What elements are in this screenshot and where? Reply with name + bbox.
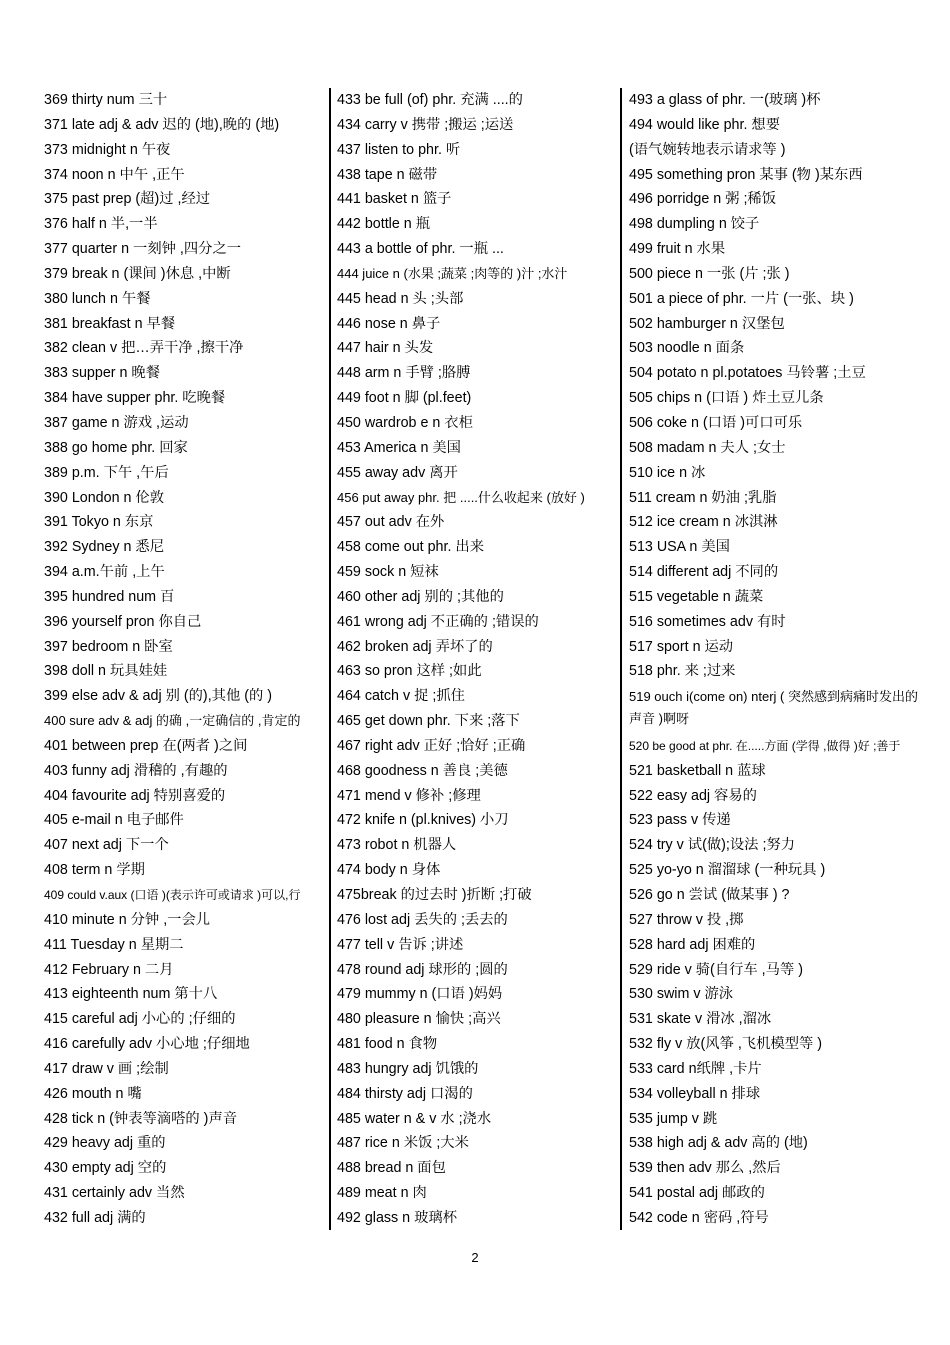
vocab-entry: 457 out adv 在外 [337,514,445,531]
vocab-entry: 413 eighteenth num 第十八 [44,986,218,1003]
vocab-entry: 476 lost adj 丢失的 ;丢去的 [337,911,508,928]
vocab-entry: 498 dumpling n 饺子 [629,216,760,233]
vocab-entry: 377 quarter n 一刻钟 ,四分之一 [44,241,242,258]
vocab-entry: 483 hungry adj 饥饿的 [337,1060,479,1077]
vocab-entry: 493 a glass of phr. 一(玻璃 )杯 [629,92,821,108]
vocab-entry: 510 ice n 冰 [629,464,706,481]
vocab-entry: 433 be full (of) phr. 充满 ....的 [337,92,523,108]
vocab-entry: 521 basketball n 蓝球 [629,762,766,779]
vocab-entry: 449 foot n 脚 (pl.feet) [337,390,472,407]
vocab-entry: 412 February n 二月 [44,961,174,978]
vocab-entry: 503 noodle n 面条 [629,340,745,357]
vocab-entry: 398 doll n 玩具娃娃 [44,663,168,680]
vocab-entry: 444 juice n (水果 ;蔬菜 ;肉等的 )汁 ;水汁 [337,265,568,281]
vocab-entry: 526 go n 尝试 (做某事 ) ? [629,887,790,903]
vocab-entry: 530 swim v 游泳 [629,986,734,1003]
vocab-entry: 459 sock n 短袜 [337,564,439,581]
vocab-entry: 531 skate v 滑冰 ,溜冰 [629,1011,772,1028]
vocab-entry: 500 piece n 一张 (片 ;张 ) [629,265,790,282]
vocab-entry: 432 full adj 满的 [44,1209,146,1226]
vocab-entry: 400 sure adv & adj 的确 ,一定确信的 ,肯定的 [44,713,301,729]
vocab-entry: 399 else adv & adj 别 (的),其他 (的 ) [44,688,273,705]
vocab-entry: 447 hair n 头发 [337,340,434,357]
vocab-entry: 453 America n 美国 [337,439,461,456]
vocab-entry: 383 supper n 晚餐 [44,365,161,382]
vocab-entry: 496 porridge n 粥 ;稀饭 [629,191,777,208]
vocab-entry: 522 easy adj 容易的 [629,787,757,804]
vocab-entry: 472 knife n (pl.knives) 小刀 [337,812,509,829]
vocab-entry: 508 madam n 夫人 ;女士 [629,439,786,456]
vocab-entry: 380 lunch n 午餐 [44,290,151,307]
vocab-entry: 528 hard adj 困难的 [629,936,756,953]
vocab-entry: 465 get down phr. 下来 ;落下 [337,713,520,730]
vocab-entry: 481 food n 食物 [337,1036,438,1053]
vocab-entry: 455 away adv 离开 [337,464,458,481]
vocab-entry: 464 catch v 捉 ;抓住 [337,688,465,705]
vocab-entry: 416 carefully adv 小心地 ;仔细地 [44,1036,250,1053]
vocab-entry: 529 ride v 骑(自行车 ,马等 ) [629,961,803,978]
vocab-entry: 514 different adj 不同的 [629,564,779,581]
vocab-entry: 369 thirty num 三十 [44,92,168,108]
vocab-column-2 [337,88,619,1231]
vocab-entry: 538 high adj & adv 高的 (地) [629,1135,808,1152]
vocab-entry: 462 broken adj 弄坏了的 [337,638,493,655]
vocab-entry: 430 empty adj 空的 [44,1160,167,1177]
vocab-entry: 533 card n纸牌 ,卡片 [629,1060,762,1077]
vocab-entry: 411 Tuesday n 星期二 [44,936,184,953]
vocab-entry: 488 bread n 面包 [337,1160,446,1177]
vocab-entry: 480 pleasure n 愉快 ;高兴 [337,1011,501,1028]
vocab-entry: 438 tape n 磁带 [337,166,438,183]
vocab-entry: 532 fly v 放(风筝 ,飞机模型等 ) [629,1036,823,1053]
vocab-entry: 513 USA n 美国 [629,539,730,556]
vocab-entry: 397 bedroom n 卧室 [44,638,173,655]
vocab-entry: 401 between prep 在(两者 )之间 [44,737,248,754]
vocab-entry: 520 be good at phr. 在.....方面 (学得 ,做得 )好 ;善于 [629,738,901,753]
vocab-entry: 426 mouth n 嘴 [44,1085,142,1102]
vocab-entry: 388 go home phr. 回家 [44,439,188,456]
vocab-entry: 485 water n & v 水 ;浇水 [337,1110,492,1127]
vocab-entry: 517 sport n 运动 [629,638,734,655]
vocab-entry: 523 pass v 传递 [629,812,731,829]
vocab-entry: 381 breakfast n 早餐 [44,315,176,332]
vocab-entry: 505 chips n (口语 ) 炸土豆儿条 [629,390,824,407]
vocab-entry: 429 heavy adj 重的 [44,1135,166,1152]
vocab-entry: 373 midnight n 午夜 [44,141,171,158]
vocab-entry: 395 hundred num 百 [44,588,175,605]
vocab-entry: 391 Tokyo n 东京 [44,514,154,531]
vocab-entry: 404 favourite adj 特别喜爱的 [44,787,226,804]
vocab-entry: 525 yo-yo n 溜溜球 (一种玩具 ) [629,862,826,879]
vocab-entry: 494 would like phr. 想要 [629,116,780,133]
vocab-entry: 389 p.m. 下午 ,午后 [44,464,169,481]
vocab-entry: 445 head n 头 ;头部 [337,290,464,307]
vocab-entry: 428 tick n (钟表等滴嗒的 )声音 [44,1110,238,1127]
vocab-entry: 384 have supper phr. 吃晚餐 [44,390,226,407]
page-number: 2 [471,1250,479,1265]
vocab-entry: 516 sometimes adv 有时 [629,613,786,630]
vocab-entry: 441 basket n 篮子 [337,191,452,208]
vocab-entry: (语气婉转地表示请求等 ) [629,141,786,158]
vocab-entry: 527 throw v 投 ,掷 [629,911,744,928]
column-divider [329,88,331,1230]
vocab-entry: 495 something pron 某事 (物 )某东西 [629,166,863,183]
vocab-entry: 371 late adj & adv 迟的 (地),晚的 (地) [44,116,280,133]
vocab-entry: 448 arm n 手臂 ;胳膊 [337,365,471,382]
vocab-entry: 487 rice n 米饭 ;大米 [337,1135,469,1152]
vocab-entry: 437 listen to phr. 听 [337,141,461,158]
vocab-entry: 458 come out phr. 出来 [337,539,485,556]
vocab-entry: 375 past prep (超)过 ,经过 [44,191,211,208]
column-divider [620,88,622,1230]
vocab-entry: 446 nose n 鼻子 [337,315,441,332]
vocab-entry: 471 mend v 修补 ;修理 [337,787,481,804]
vocab-entry: 450 wardrob e n 衣柜 [337,414,473,431]
vocab-entry: 461 wrong adj 不正确的 ;错误的 [337,613,539,630]
vocab-entry: 396 yourself pron 你自己 [44,613,202,630]
vocab-entry: 390 London n 伦敦 [44,489,165,506]
vocab-entry: 506 coke n (口语 )可口可乐 [629,414,803,431]
vocab-entry: 394 a.m.午前 ,上午 [44,564,165,581]
vocab-entry: 484 thirsty adj 口渴的 [337,1085,473,1102]
vocab-entry: 468 goodness n 善良 ;美德 [337,762,508,779]
vocab-entry: 511 cream n 奶油 ;乳脂 [629,489,777,506]
vocab-entry: 474 body n 身体 [337,862,441,879]
vocab-entry: 407 next adj 下一个 [44,837,169,854]
vocab-entry: 492 glass n 玻璃杯 [337,1209,457,1226]
vocab-entry: 443 a bottle of phr. 一瓶 ... [337,241,504,258]
vocab-entry: 417 draw v 画 ;绘制 [44,1060,169,1077]
vocab-entry: 539 then adv 那么 ,然后 [629,1160,781,1177]
vocab-entry: 460 other adj 别的 ;其他的 [337,588,504,605]
vocab-entry: 442 bottle n 瓶 [337,216,430,233]
vocab-entry: 515 vegetable n 蔬菜 [629,588,764,605]
vocab-column-1 [44,88,328,1231]
vocab-entry: 479 mummy n (口语 )妈妈 [337,986,503,1003]
vocab-column-3 [629,88,919,1231]
vocab-entry: 534 volleyball n 排球 [629,1085,761,1102]
vocab-entry: 519 ouch i(come on) nterj ( 突然感到病痛时发出的声音 )啊呀 [629,689,918,727]
vocab-entry: 382 clean v 把…弄干净 ,擦干净 [44,340,244,357]
vocab-entry: 374 noon n 中午 ,正午 [44,166,185,183]
vocab-entry: 473 robot n 机器人 [337,837,457,854]
vocab-entry: 463 so pron 这样 ;如此 [337,663,482,680]
vocab-entry: 387 game n 游戏 ,运动 [44,414,189,431]
vocab-entry: 477 tell v 告诉 ;讲述 [337,936,464,953]
vocab-entry: 434 carry v 携带 ;搬运 ;运送 [337,116,514,133]
vocab-entry: 504 potato n pl.potatoes 马铃薯 ;土豆 [629,365,866,382]
vocab-entry: 478 round adj 球形的 ;圆的 [337,961,508,978]
vocab-entry: 535 jump v 跳 [629,1110,718,1127]
vocab-entry: 405 e-mail n 电子邮件 [44,812,184,829]
vocab-entry: 408 term n 学期 [44,862,145,879]
vocab-entry: 392 Sydney n 悉尼 [44,539,165,556]
vocab-entry: 542 code n 密码 ,符号 [629,1209,769,1226]
vocab-entry: 499 fruit n 水果 [629,241,726,258]
vocab-entry: 467 right adv 正好 ;恰好 ;正确 [337,737,526,754]
vocab-entry: 524 try v 试(做);设法 ;努力 [629,837,796,854]
vocab-entry: 501 a piece of phr. 一片 (一张、块 ) [629,290,854,307]
vocab-entry: 415 careful adj 小心的 ;仔细的 [44,1011,236,1028]
vocab-entry: 376 half n 半,一半 [44,216,158,233]
vocab-entry: 512 ice cream n 冰淇淋 [629,514,778,531]
vocab-entry: 410 minute n 分钟 ,一会儿 [44,911,211,928]
vocab-entry: 431 certainly adv 当然 [44,1185,185,1202]
vocab-entry: 502 hamburger n 汉堡包 [629,315,785,332]
vocab-entry: 489 meat n 肉 [337,1185,427,1202]
vocab-entry: 541 postal adj 邮政的 [629,1185,765,1202]
vocab-entry: 475break 的过去时 )折断 ;打破 [337,887,532,903]
vocab-entry: 518 phr. 来 ;过来 [629,663,736,680]
vocab-entry: 403 funny adj 滑稽的 ,有趣的 [44,762,228,779]
vocab-entry: 409 could v.aux (口语 )(表示许可或请求 )可以,行 [44,888,301,902]
vocab-entry: 456 put away phr. 把 .....什么收起来 (放好 ) [337,489,585,505]
vocab-entry: 379 break n (课间 )休息 ,中断 [44,265,231,282]
